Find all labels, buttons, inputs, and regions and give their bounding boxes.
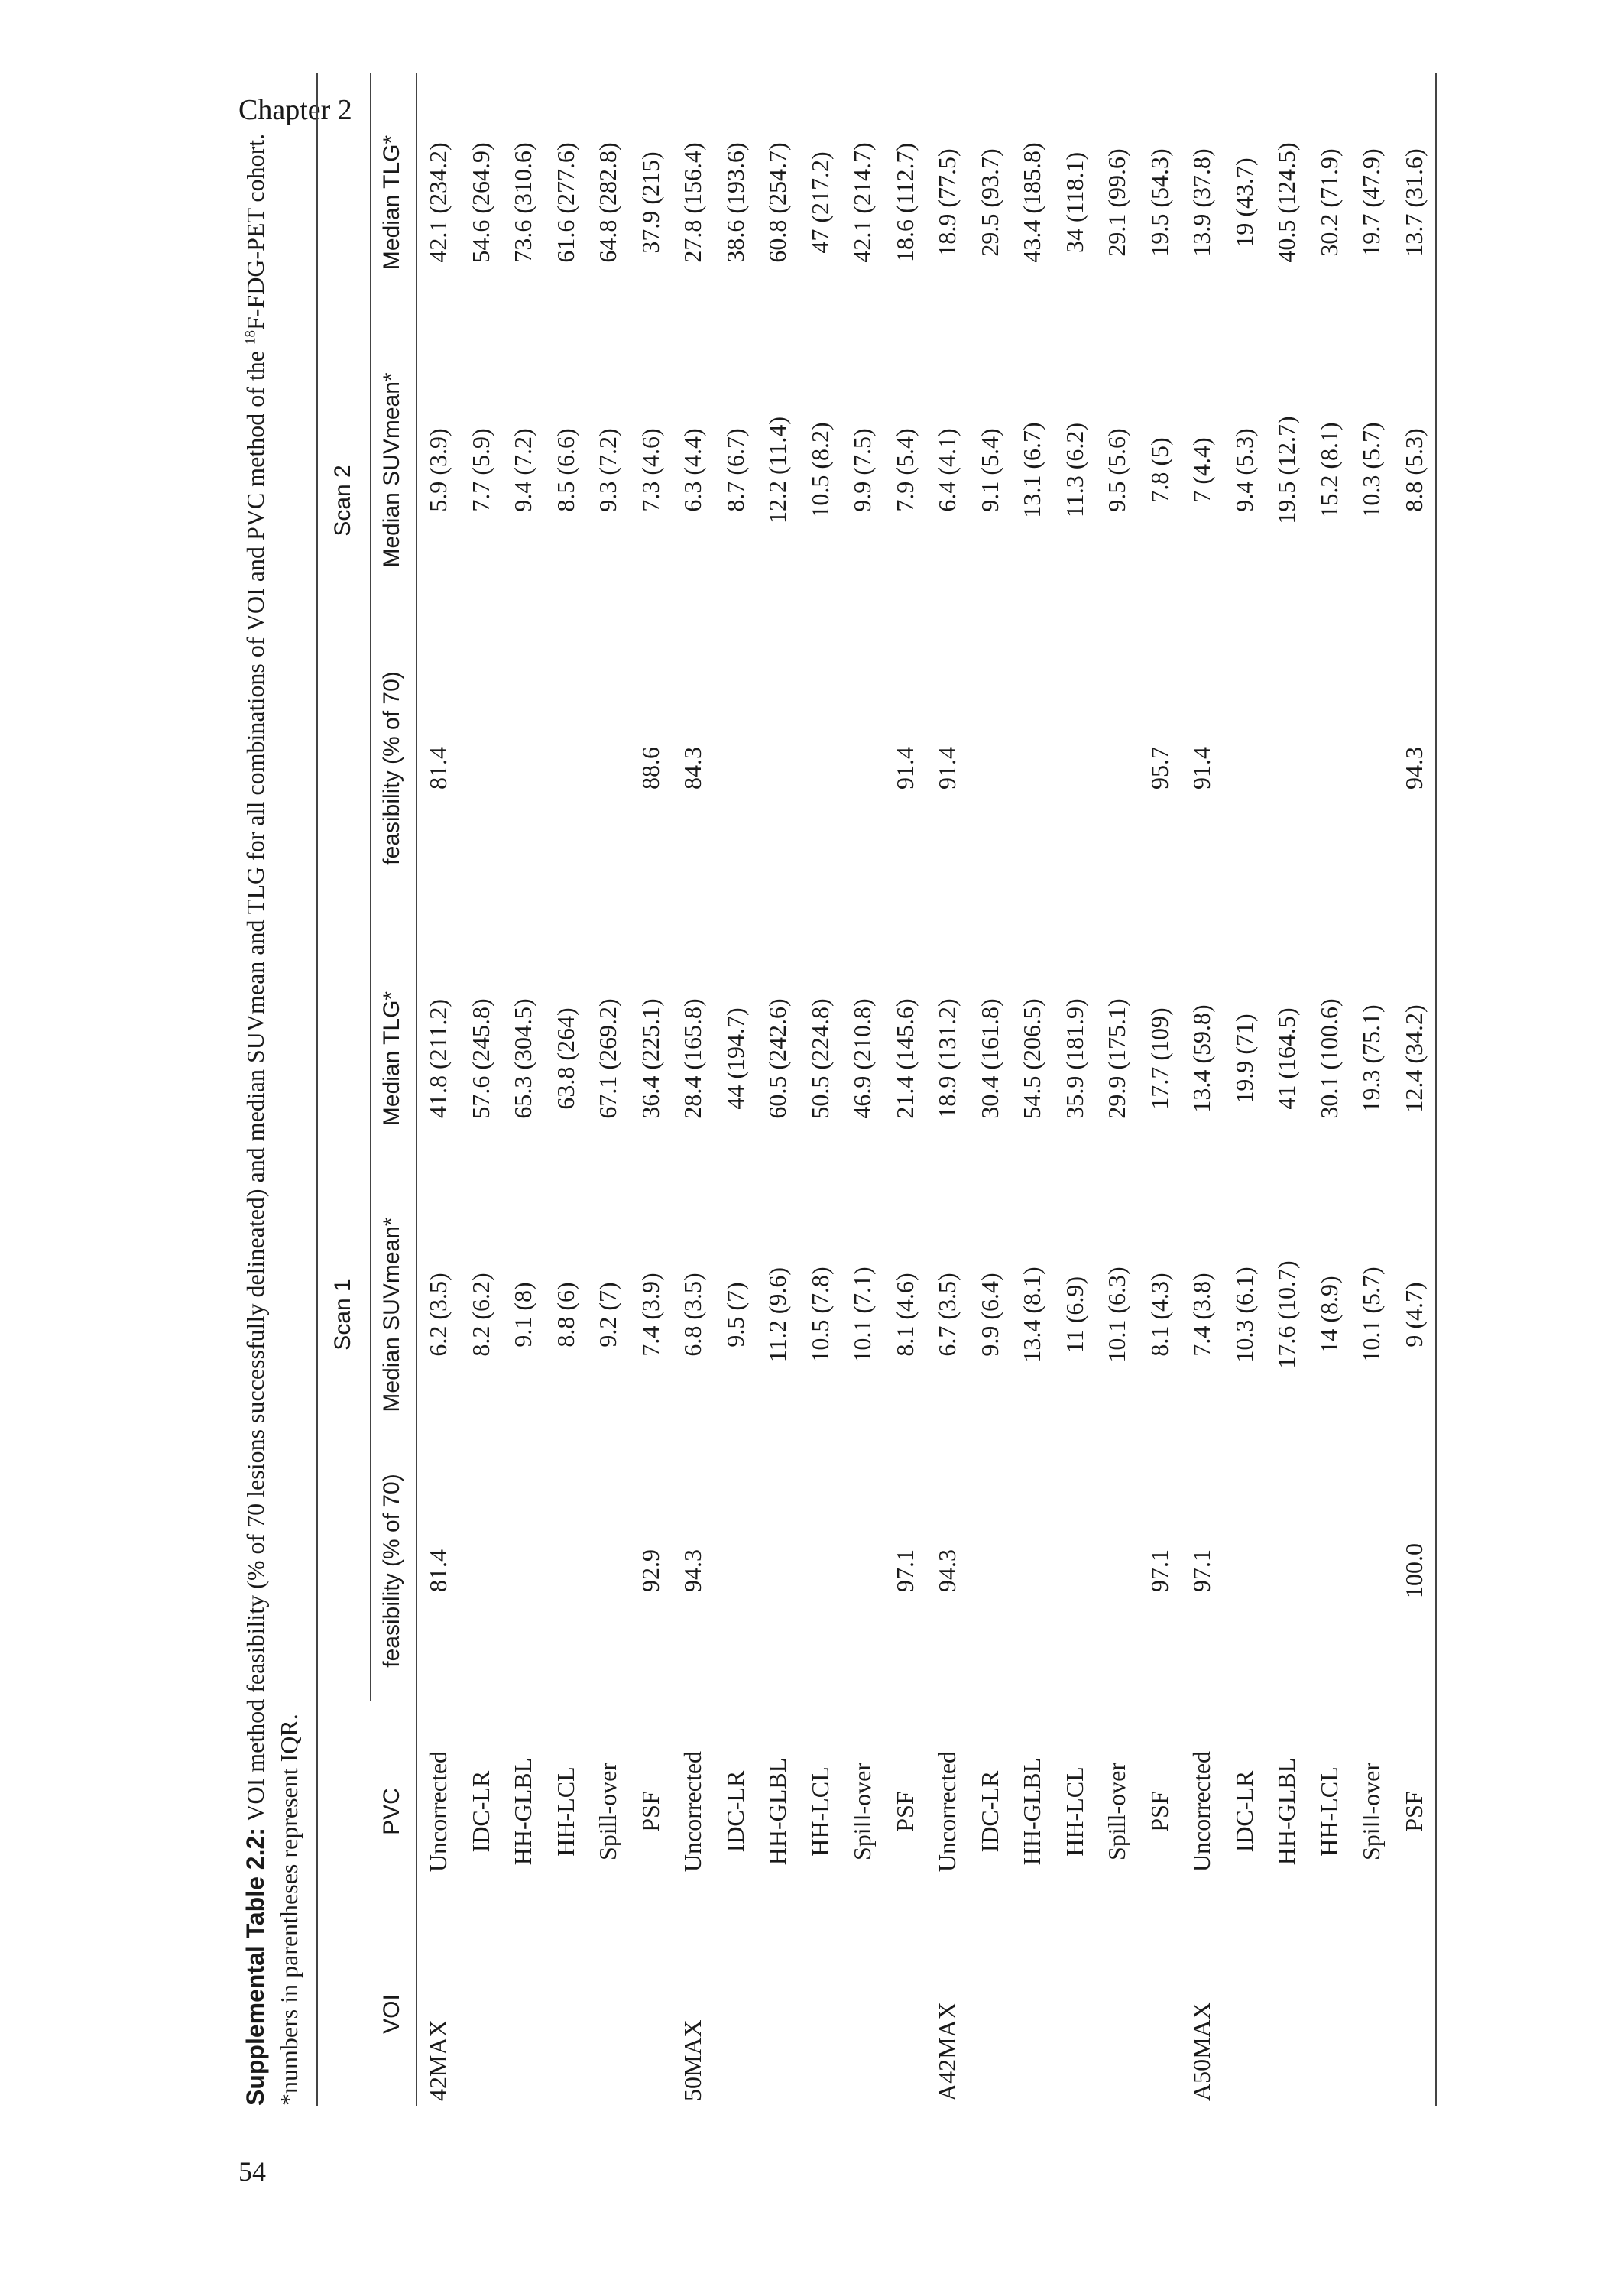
pvc-cell: Spill-over	[1357, 1763, 1386, 1860]
voi-cell	[969, 1922, 1012, 2106]
scan2-suvmean-cell: 7.3 (4.6)	[636, 428, 664, 512]
caption-text-end: F-FDG-PET cohort. *numbers in parentheses represent IQR.	[241, 133, 303, 2106]
scan2-feasibility-cell: 91.4	[1188, 746, 1216, 790]
pvc-cell: HH-GLBL	[509, 1757, 537, 1866]
pvc-cell: HH-GLBL	[1272, 1757, 1301, 1866]
pvc-cell: HH-GLBL	[1018, 1757, 1046, 1866]
scan2-suvmean-cell: 6.4 (4.1)	[933, 428, 961, 512]
scan2-tlg-cell: 34 (118.1)	[1060, 151, 1088, 254]
pvc-cell: HH-LCL	[551, 1766, 579, 1857]
scan2-tlg-cell: 30.2 (71.9)	[1314, 148, 1343, 257]
scan1-tlg-cell: 17.7 (109)	[1145, 1007, 1173, 1110]
scan2-feasibility-cell	[1096, 608, 1139, 929]
scan1-suvmean-cell: 9.5 (7)	[721, 1282, 749, 1348]
scan2-tlg-cell: 42.1 (234.2)	[424, 142, 452, 263]
pvc-cell: IDC-LR	[721, 1770, 749, 1853]
table-row	[587, 73, 630, 2106]
scan1-feasibility-cell: 94.3	[679, 1549, 707, 1592]
scan2-suvmean-cell: 10.3 (5.7)	[1357, 422, 1386, 518]
pvc-cell: Uncorrected	[679, 1750, 707, 1873]
scan1-feasibility-cell	[1224, 1441, 1266, 1701]
scan1-suvmean-cell: 6.7 (3.5)	[933, 1273, 961, 1357]
scan2-feasibility-cell	[1266, 608, 1308, 929]
table-caption	[238, 73, 306, 2106]
table-row	[1011, 73, 1054, 2106]
pvc-cell: PSF	[1393, 1701, 1437, 1922]
scan1-feasibility-cell: 97.1	[890, 1549, 919, 1592]
scan1-tlg-cell: 41 (164.5)	[1272, 1007, 1301, 1110]
table-row	[1350, 73, 1393, 2106]
scan1-suvmean-cell: 9 (4.7)	[1393, 1189, 1437, 1441]
pvc-cell: IDC-LR	[975, 1770, 1003, 1853]
scan2-tlg-cell: 61.6 (277.6)	[551, 142, 579, 263]
table-row	[672, 73, 715, 2106]
scan2-suvmean-cell: 10.5 (8.2)	[806, 422, 834, 518]
scan2-feasibility-cell	[799, 608, 842, 929]
scan2-feasibility-cell	[715, 608, 757, 929]
voi-cell	[502, 1922, 545, 2106]
rotated-table-block	[238, 73, 1624, 2106]
voi-cell	[1266, 1922, 1308, 2106]
voi-cell	[587, 1922, 630, 2106]
scan1-tlg-cell: 30.1 (100.6)	[1314, 998, 1343, 1119]
col-header-scan1-tlg: Median TLG*	[371, 929, 417, 1189]
scan1-tlg-cell: 19.9 (71)	[1230, 1014, 1258, 1104]
scan2-tlg-cell: 54.6 (264.9)	[466, 142, 494, 263]
scan2-suvmean-cell: 7 (4.4)	[1188, 437, 1216, 503]
scan2-tlg-cell: 13.7 (31.6)	[1393, 73, 1437, 332]
scan1-tlg-cell: 30.4 (161.8)	[975, 998, 1003, 1119]
scan2-tlg-cell: 13.9 (37.8)	[1188, 148, 1216, 257]
pvc-cell: Uncorrected	[424, 1750, 452, 1873]
voi-cell	[1224, 1922, 1266, 2106]
table-row	[1139, 73, 1182, 2106]
scan1-suvmean-cell: 10.5 (7.8)	[806, 1267, 834, 1363]
scan1-tlg-cell: 19.3 (75.1)	[1357, 1004, 1386, 1113]
scan1-feasibility-cell	[1011, 1441, 1054, 1701]
col-header-scan2-tlg: Median TLG*	[371, 73, 417, 332]
table-row	[1266, 73, 1308, 2106]
scan1-tlg-cell: 44 (194.7)	[721, 1007, 749, 1110]
scan1-tlg-cell: 50.5 (224.8)	[806, 998, 834, 1119]
scan1-feasibility-cell	[969, 1441, 1012, 1701]
scan2-tlg-cell: 18.9 (77.5)	[933, 148, 961, 257]
scan2-suvmean-cell: 9.4 (5.3)	[1230, 428, 1258, 512]
scan1-feasibility-cell	[460, 1441, 503, 1701]
scan2-tlg-cell: 37.9 (215)	[636, 151, 664, 254]
pvc-cell: Uncorrected	[1188, 1750, 1216, 1873]
scan1-feasibility-cell	[757, 1441, 799, 1701]
running-header: Chapter 2	[238, 94, 352, 126]
voi-cell	[1393, 1922, 1437, 2106]
table-row	[630, 73, 673, 2106]
pvc-cell: HH-LCL	[1060, 1766, 1088, 1857]
scan1-tlg-cell: 13.4 (59.8)	[1188, 1004, 1216, 1113]
scan2-suvmean-cell: 5.9 (3.9)	[424, 428, 452, 512]
table-row	[799, 73, 842, 2106]
scan1-feasibility-cell	[1266, 1441, 1308, 1701]
scan2-suvmean-cell: 8.8 (5.3)	[1393, 332, 1437, 608]
voi-cell: 50MAX	[679, 2019, 707, 2101]
scan1-tlg-cell: 29.9 (175.1)	[1103, 998, 1131, 1119]
group-header-scan2: Scan 2	[317, 73, 371, 929]
voi-cell	[841, 1922, 884, 2106]
table-row	[1393, 73, 1437, 2106]
scan1-tlg-cell: 35.9 (181.9)	[1060, 998, 1088, 1119]
scan2-tlg-cell: 19.7 (47.9)	[1357, 148, 1386, 257]
table-row	[841, 73, 884, 2106]
voi-cell: 42MAX	[424, 2019, 452, 2101]
scan2-feasibility-cell	[969, 608, 1012, 929]
scan2-feasibility-cell: 95.7	[1145, 746, 1173, 790]
scan1-suvmean-cell: 11 (6.9)	[1060, 1276, 1088, 1354]
scan1-suvmean-cell: 10.1 (5.7)	[1357, 1267, 1386, 1363]
scan2-feasibility-cell	[545, 608, 588, 929]
col-header-scan1-suvmean: Median SUVmean*	[371, 1189, 417, 1441]
table-row	[884, 73, 927, 2106]
scan2-suvmean-cell: 9.5 (5.6)	[1103, 428, 1131, 512]
scan2-suvmean-cell: 11.3 (6.2)	[1060, 422, 1088, 518]
scan1-tlg-cell: 67.1 (269.2)	[594, 998, 622, 1119]
scan1-tlg-cell: 46.9 (210.8)	[848, 998, 877, 1119]
scan2-feasibility-cell	[1308, 608, 1351, 929]
scan2-suvmean-cell: 7.8 (5)	[1145, 437, 1173, 503]
scan1-feasibility-cell: 92.9	[636, 1549, 664, 1592]
scan2-tlg-cell: 19 (43.7)	[1230, 157, 1258, 248]
scan2-feasibility-cell: 88.6	[636, 746, 664, 790]
scan1-feasibility-cell: 97.1	[1188, 1549, 1216, 1592]
group-header-blank	[317, 1701, 371, 2106]
scan1-suvmean-cell: 14 (8.9)	[1314, 1276, 1343, 1354]
scan2-feasibility-cell: 91.4	[890, 746, 919, 790]
voi-cell	[1139, 1922, 1182, 2106]
scan2-tlg-cell: 27.8 (156.4)	[679, 142, 707, 263]
scan1-feasibility-cell	[1350, 1441, 1393, 1701]
scan1-tlg-cell: 28.4 (165.8)	[679, 998, 707, 1119]
scan2-feasibility-cell	[587, 608, 630, 929]
scan1-suvmean-cell: 8.8 (6)	[551, 1282, 579, 1348]
table-row	[969, 73, 1012, 2106]
scan2-suvmean-cell: 19.5 (12.7)	[1272, 416, 1301, 524]
scan2-suvmean-cell: 12.2 (11.4)	[763, 416, 792, 524]
table-row	[545, 73, 588, 2106]
scan2-feasibility-cell	[1350, 608, 1393, 929]
scan2-feasibility-cell: 84.3	[679, 746, 707, 790]
voi-cell	[715, 1922, 757, 2106]
scan1-suvmean-cell: 6.8 (3.5)	[679, 1273, 707, 1357]
scan1-feasibility-cell: 100.0	[1393, 1441, 1437, 1701]
voi-cell	[1011, 1922, 1054, 2106]
voi-cell	[630, 1922, 673, 2106]
pvc-cell: Spill-over	[1103, 1763, 1131, 1860]
pvc-cell: HH-LCL	[1314, 1766, 1343, 1857]
voi-cell: A42MAX	[933, 2002, 961, 2101]
scan2-tlg-cell: 60.8 (254.7)	[763, 142, 792, 263]
scan2-tlg-cell: 29.1 (99.6)	[1103, 148, 1131, 257]
scan1-feasibility-cell: 81.4	[424, 1549, 452, 1592]
scan1-tlg-cell: 57.6 (245.8)	[466, 998, 494, 1119]
pvc-cell: Uncorrected	[933, 1750, 961, 1873]
scan1-suvmean-cell: 8.1 (4.3)	[1145, 1273, 1173, 1357]
scan1-suvmean-cell: 8.2 (6.2)	[466, 1273, 494, 1357]
scan1-feasibility-cell	[545, 1441, 588, 1701]
voi-cell	[1350, 1922, 1393, 2106]
scan2-suvmean-cell: 15.2 (8.1)	[1314, 422, 1343, 518]
scan2-suvmean-cell: 9.3 (7.2)	[594, 428, 622, 512]
scan1-feasibility-cell	[1096, 1441, 1139, 1701]
scan2-feasibility-cell	[502, 608, 545, 929]
table-row	[502, 73, 545, 2106]
group-header-scan1: Scan 1	[317, 929, 371, 1701]
scan1-tlg-cell: 65.3 (304.5)	[509, 998, 537, 1119]
scan2-feasibility-cell	[1054, 608, 1097, 929]
scan1-tlg-cell: 18.9 (131.2)	[933, 998, 961, 1119]
page-number: 54	[238, 2156, 266, 2187]
scan2-tlg-cell: 38.6 (193.6)	[721, 142, 749, 263]
col-header-pvc: PVC	[371, 1701, 417, 1922]
scan2-tlg-cell: 73.6 (310.6)	[509, 142, 537, 263]
voi-cell	[757, 1922, 799, 2106]
caption-text: VOI method feasibility (% of 70 lesions successfully delineated) and median SUVmean and TLG for all combinations of VOI and PVC method of the	[241, 345, 269, 1828]
scan1-suvmean-cell: 8.1 (4.6)	[890, 1273, 919, 1357]
scan1-tlg-cell: 54.5 (206.5)	[1018, 998, 1046, 1119]
scan2-suvmean-cell: 13.1 (6.7)	[1018, 422, 1046, 518]
voi-cell: A50MAX	[1188, 2002, 1216, 2101]
scan2-suvmean-cell: 6.3 (4.4)	[679, 428, 707, 512]
voi-cell	[884, 1922, 927, 2106]
pvc-cell: PSF	[890, 1791, 919, 1832]
table-row	[757, 73, 799, 2106]
voi-cell	[1308, 1922, 1351, 2106]
scan2-feasibility-cell	[1224, 608, 1266, 929]
scan2-suvmean-cell: 7.9 (5.4)	[890, 428, 919, 512]
scan2-feasibility-cell	[460, 608, 503, 929]
scan2-feasibility-cell	[1011, 608, 1054, 929]
scan1-suvmean-cell: 9.2 (7)	[594, 1282, 622, 1348]
pvc-cell: Spill-over	[594, 1763, 622, 1860]
scan2-tlg-cell: 47 (217.2)	[806, 151, 834, 254]
scan1-tlg-cell: 41.8 (211.2)	[424, 998, 452, 1119]
scan1-feasibility-cell: 97.1	[1145, 1549, 1173, 1592]
voi-cell	[545, 1922, 588, 2106]
table-row	[417, 73, 460, 2106]
scan2-suvmean-cell: 8.5 (6.6)	[551, 428, 579, 512]
table-row	[1096, 73, 1139, 2106]
scan1-suvmean-cell: 6.2 (3.5)	[424, 1273, 452, 1357]
pvc-cell: IDC-LR	[466, 1770, 494, 1853]
scan2-feasibility-cell	[841, 608, 884, 929]
scan1-tlg-cell: 21.4 (145.6)	[890, 998, 919, 1119]
scan1-feasibility-cell	[841, 1441, 884, 1701]
pvc-cell: HH-LCL	[806, 1766, 834, 1857]
caption-label: Supplemental Table 2.2:	[241, 1828, 269, 2106]
scan1-feasibility-cell	[587, 1441, 630, 1701]
scan1-tlg-cell: 36.4 (225.1)	[636, 998, 664, 1119]
voi-cell	[1054, 1922, 1097, 2106]
scan2-tlg-cell: 42.1 (214.7)	[848, 142, 877, 263]
scan1-tlg-cell: 12.4 (34.2)	[1393, 929, 1437, 1189]
scan2-feasibility-cell: 94.3	[1393, 608, 1437, 929]
scan2-tlg-cell: 18.6 (112.7)	[890, 142, 919, 263]
scan1-suvmean-cell: 13.4 (8.1)	[1018, 1267, 1046, 1363]
scan1-suvmean-cell: 7.4 (3.8)	[1188, 1273, 1216, 1357]
scan2-tlg-cell: 43.4 (185.8)	[1018, 142, 1046, 263]
scan1-suvmean-cell: 11.2 (9.6)	[763, 1267, 792, 1363]
scan2-suvmean-cell: 8.7 (6.7)	[721, 428, 749, 512]
scan2-suvmean-cell: 7.7 (5.9)	[466, 428, 494, 512]
scan2-suvmean-cell: 9.1 (5.4)	[975, 428, 1003, 512]
scan2-tlg-cell: 19.5 (54.3)	[1145, 148, 1173, 257]
results-table	[316, 73, 1437, 2106]
scan2-feasibility-cell: 81.4	[424, 746, 452, 790]
scan1-suvmean-cell: 10.1 (6.3)	[1103, 1267, 1131, 1363]
scan1-suvmean-cell: 9.1 (8)	[509, 1282, 537, 1348]
pvc-cell: PSF	[1145, 1791, 1173, 1832]
scan1-feasibility-cell	[502, 1441, 545, 1701]
table-row	[1224, 73, 1266, 2106]
col-header-voi: VOI	[371, 1922, 417, 2106]
scan1-feasibility-cell	[1308, 1441, 1351, 1701]
scan2-suvmean-cell: 9.4 (7.2)	[509, 428, 537, 512]
scan1-suvmean-cell: 7.4 (3.9)	[636, 1273, 664, 1357]
scan1-feasibility-cell	[1054, 1441, 1097, 1701]
scan2-tlg-cell: 29.5 (93.7)	[975, 148, 1003, 257]
scan1-tlg-cell: 63.8 (264)	[551, 1007, 579, 1110]
scan2-feasibility-cell: 91.4	[933, 746, 961, 790]
scan2-feasibility-cell	[757, 608, 799, 929]
col-header-scan2-feasibility: feasibility (% of 70)	[371, 608, 417, 929]
caption-superscript: 18	[242, 330, 259, 345]
scan2-tlg-cell: 64.8 (282.8)	[594, 142, 622, 263]
pvc-cell: HH-GLBL	[763, 1757, 792, 1866]
scan1-suvmean-cell: 9.9 (6.4)	[975, 1273, 1003, 1357]
table-row	[1308, 73, 1351, 2106]
scan1-feasibility-cell	[715, 1441, 757, 1701]
pvc-cell: IDC-LR	[1230, 1770, 1258, 1853]
scan1-feasibility-cell: 94.3	[933, 1549, 961, 1592]
scan1-tlg-cell: 60.5 (242.6)	[763, 998, 792, 1119]
col-header-scan2-suvmean: Median SUVmean*	[371, 332, 417, 608]
group-header-row	[317, 73, 371, 2106]
table-row	[926, 73, 969, 2106]
scan2-suvmean-cell: 9.9 (7.5)	[848, 428, 877, 512]
table-row	[1054, 73, 1097, 2106]
scan1-suvmean-cell: 10.3 (6.1)	[1230, 1267, 1258, 1363]
pvc-cell: Spill-over	[848, 1763, 877, 1860]
voi-cell	[1096, 1922, 1139, 2106]
voi-cell	[799, 1922, 842, 2106]
scan1-suvmean-cell: 10.1 (7.1)	[848, 1267, 877, 1363]
scan1-suvmean-cell: 17.6 (10.7)	[1272, 1260, 1301, 1369]
table-body	[417, 73, 1436, 2106]
table-row	[715, 73, 757, 2106]
column-header-row	[371, 73, 417, 2106]
pvc-cell: PSF	[636, 1791, 664, 1832]
scan2-tlg-cell: 40.5 (124.5)	[1272, 142, 1301, 263]
scan1-feasibility-cell	[799, 1441, 842, 1701]
table-row	[460, 73, 503, 2106]
col-header-scan1-feasibility: feasibility (% of 70)	[371, 1441, 417, 1701]
voi-cell	[460, 1922, 503, 2106]
table-row	[1181, 73, 1224, 2106]
